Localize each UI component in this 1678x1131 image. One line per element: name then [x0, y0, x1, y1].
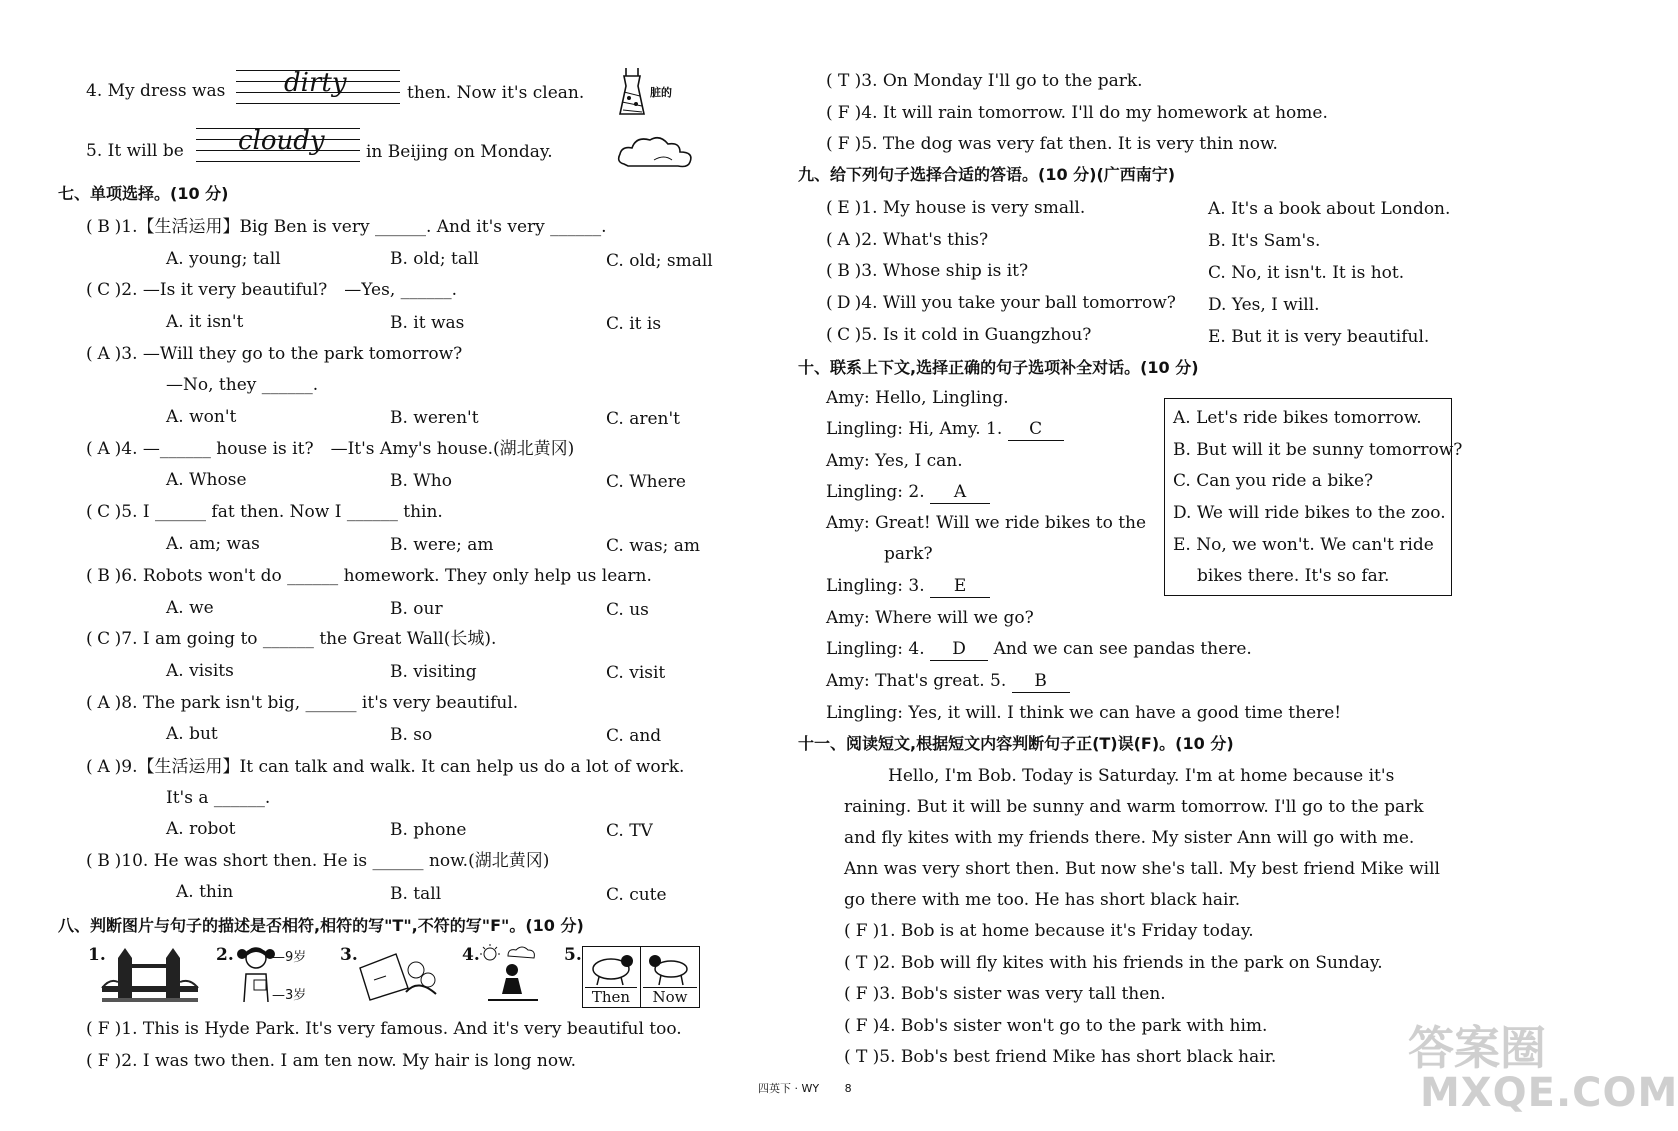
- answer-mark: F: [837, 134, 850, 154]
- picture-label-5: 5.: [564, 945, 582, 965]
- picture-label-1: 1.: [88, 945, 106, 965]
- option-a: A. young; tall: [166, 249, 281, 269]
- question-text: )5. Is it cold in Guangzhou?: [854, 325, 1092, 345]
- answer-mark: C: [837, 325, 851, 345]
- option-b: B. phone: [390, 820, 467, 840]
- option-c: C. Can you ride a bike?: [1173, 471, 1374, 491]
- option-a: A. Let's ride bikes tomorrow.: [1173, 408, 1422, 428]
- question-text: )1.【生活运用】Big Ben is very ______. And it's very ______.: [114, 217, 607, 237]
- question-11-3: ( F )3. Bob's sister was very tall then.: [844, 984, 1166, 1004]
- option-c: C. us: [606, 600, 649, 620]
- question-7-6: ( B )6. Robots won't do ______ homework. They only help us learn.: [86, 566, 652, 586]
- option-c: C. cute: [606, 885, 667, 905]
- speaker: Amy:: [826, 671, 870, 691]
- question-text: )2. —Is it very beautiful? —Yes, ______.: [114, 280, 458, 300]
- question-7-5: ( C )5. I ______ fat then. Now I ______ thin.: [86, 502, 443, 522]
- question-7-1: ( B )1.【生活运用】Big Ben is very ______. And it's very ______.: [86, 217, 607, 237]
- question-text: )1. Bob is at home because it's Friday today.: [872, 921, 1254, 941]
- speaker: Lingling:: [826, 482, 903, 502]
- answer-mark: E: [837, 198, 850, 218]
- answer-mark: F: [855, 921, 868, 941]
- dialog-line-3: [826, 450, 963, 472]
- then-now-picture: [582, 946, 700, 1008]
- response-option-a: A. It's a book about London.: [1208, 199, 1451, 219]
- item-number: 4.: [86, 81, 103, 101]
- item-text-before: It will be: [107, 141, 184, 161]
- then-label: Then: [585, 987, 637, 1006]
- option-b: B. old; tall: [390, 249, 479, 269]
- answer-mark: B: [97, 217, 110, 237]
- picture-label-4: 4.: [462, 945, 480, 965]
- question-9-3: ( B )3. Whose ship is it?: [826, 261, 1029, 281]
- answer-mark: C: [97, 502, 111, 522]
- passage-line-2: raining. But it will be sunny and warm tomorrow. I'll go to the park: [844, 797, 1424, 817]
- section-9-title: 九、给下列句子选择合适的答语。(10 分)(广西南宁): [798, 165, 1176, 184]
- section-11-title: 十一、阅读短文,根据短文内容判断句子正(T)误(F)。(10 分): [798, 734, 1234, 753]
- question-7-10: ( B )10. He was short then. He is ______ now.(湖北黄冈): [86, 851, 550, 871]
- dialog-text: Hi, Amy. 1.: [908, 419, 1003, 439]
- picture-label-3: 3.: [340, 945, 358, 965]
- footer-label: 四英下 · WY: [758, 1082, 820, 1095]
- answer-blank: D: [930, 638, 988, 661]
- passage-line-3: and fly kites with my friends there. My sister Ann will go with me.: [844, 828, 1415, 848]
- question-text: )1. My house is very small.: [854, 198, 1086, 218]
- question-text-line2: —No, they ______.: [166, 375, 319, 395]
- dialog-text: Great! Will we ride bikes to the: [875, 513, 1147, 533]
- dialog-text: 4.: [908, 639, 925, 659]
- question-text: )5. Bob's best friend Mike has short black hair.: [872, 1047, 1277, 1067]
- answer-mark: T: [855, 953, 868, 973]
- option-b: B. our: [390, 599, 443, 619]
- answer-blank: E: [930, 575, 990, 598]
- question-11-4: ( F )4. Bob's sister won't go to the park with him.: [844, 1016, 1268, 1036]
- option-c: C. Where: [606, 472, 686, 492]
- option-e: E. No, we won't. We can't ride: [1173, 535, 1434, 555]
- answer-mark: C: [97, 629, 111, 649]
- option-a: A. am; was: [166, 534, 260, 554]
- question-9-2: ( A )2. What's this?: [826, 230, 989, 250]
- answer-mark: B: [97, 851, 110, 871]
- dialog-line-8: [826, 638, 1252, 661]
- question-text: )1. This is Hyde Park. It's very famous. And it's very beautiful too.: [114, 1019, 682, 1039]
- question-text: )7. I am going to ______ the Great Wall(长城).: [114, 629, 497, 649]
- page-number: 8: [844, 1082, 852, 1095]
- answer-mark: F: [97, 1019, 110, 1039]
- answer-mark: A: [97, 693, 110, 713]
- dialog-line-2: [826, 418, 1064, 441]
- answer-mark: C: [97, 280, 111, 300]
- passage-line-4: Ann was very short then. But now she's tall. My best friend Mike will: [844, 859, 1440, 879]
- answer-handwritten: cloudy: [238, 126, 325, 156]
- age-label-9: —9岁: [272, 950, 307, 965]
- question-11-5: ( T )5. Bob's best friend Mike has short black hair.: [844, 1047, 1277, 1067]
- question-text: )10. He was short then. He is ______ now.(湖北黄冈): [114, 851, 550, 871]
- speaker: Amy:: [826, 608, 870, 628]
- calendar-flowers-icon: [356, 948, 442, 1004]
- dialog-line-5: [826, 512, 1146, 534]
- question-text: )3. Whose ship is it?: [854, 261, 1029, 281]
- question-text: )4. Will you take your ball tomorrow?: [854, 293, 1176, 313]
- cloud-icon: [614, 132, 704, 174]
- option-c: C. TV: [606, 821, 653, 841]
- dialog-line-7: [826, 607, 1034, 629]
- hint-text: 脏的: [650, 86, 672, 99]
- question-text: )4. Bob's sister won't go to the park with him.: [872, 1016, 1268, 1036]
- option-b: B. Who: [390, 471, 452, 491]
- sun-rain-boy-icon: [478, 944, 546, 1006]
- dialog-line-1: [826, 387, 1009, 409]
- option-c: C. was; am: [606, 536, 701, 556]
- now-label: Now: [643, 987, 697, 1006]
- speaker: Amy:: [826, 513, 870, 533]
- item-text-after: then. Now it's clean.: [407, 83, 585, 103]
- dialog-line-9: [826, 670, 1070, 693]
- option-c: C. old; small: [606, 251, 713, 271]
- question-8-5: ( F )5. The dog was very fat then. It is very thin now.: [826, 134, 1278, 154]
- option-c: C. it is: [606, 314, 662, 334]
- handwriting-lines: [236, 70, 400, 106]
- option-a: A. it isn't: [166, 312, 244, 332]
- question-9-5: ( C )5. Is it cold in Guangzhou?: [826, 325, 1092, 345]
- answer-blank: B: [1012, 670, 1070, 693]
- section-10-title: 十、联系上下文,选择正确的句子选项补全对话。(10 分): [798, 358, 1199, 377]
- question-11-2: ( T )2. Bob will fly kites with his friends in the park on Sunday.: [844, 953, 1383, 973]
- answer-blank: A: [930, 481, 990, 504]
- dialog-text: Yes, it will. I think we can have a good time there!: [908, 703, 1342, 723]
- speaker: Amy:: [826, 451, 870, 471]
- speaker: Lingling:: [826, 703, 903, 723]
- question-text: )2. What's this?: [854, 230, 989, 250]
- option-a: A. visits: [166, 661, 234, 681]
- response-option-d: D. Yes, I will.: [1208, 295, 1320, 315]
- dialog-text-continued: park?: [884, 544, 933, 564]
- fill-item-4: [86, 80, 225, 102]
- fill-item-5: [86, 140, 184, 162]
- option-b: B. visiting: [390, 662, 477, 682]
- watermark-logo: 答案圈: [1408, 1021, 1546, 1075]
- speaker: Amy:: [826, 388, 870, 408]
- option-a: A. robot: [166, 819, 236, 839]
- age-label-3: —3岁: [272, 988, 307, 1003]
- option-c: C. visit: [606, 663, 666, 683]
- question-7-2: ( C )2. —Is it very beautiful? —Yes, ______.: [86, 280, 458, 300]
- answer-handwritten: dirty: [284, 68, 347, 98]
- answer-mark: A: [837, 230, 850, 250]
- answer-mark: T: [837, 71, 850, 91]
- question-8-2: ( F )2. I was two then. I am ten now. My hair is long now.: [86, 1051, 577, 1071]
- option-b: B. were; am: [390, 535, 494, 555]
- speaker: Lingling:: [826, 576, 903, 596]
- watermark-url: MXQE.COM: [1420, 1070, 1678, 1116]
- item-number: 5.: [86, 141, 103, 161]
- answer-blank: C: [1008, 418, 1064, 441]
- answer-mark: D: [836, 293, 851, 313]
- option-d: D. We will ride bikes to the zoo.: [1173, 503, 1446, 523]
- passage-line-1: Hello, I'm Bob. Today is Saturday. I'm at home because it's: [888, 766, 1395, 786]
- dialog-line-10: [826, 702, 1341, 724]
- answer-mark: A: [97, 439, 110, 459]
- dialog-text: 3.: [908, 576, 925, 596]
- dialog-line-4: [826, 481, 990, 504]
- section-8-title: 八、判断图片与句子的描述是否相符,相符的写"T",不符的写"F"。(10 分): [58, 916, 584, 935]
- page-footer: [758, 1080, 852, 1096]
- question-8-1: ( F )1. This is Hyde Park. It's very famous. And it's very beautiful too.: [86, 1019, 682, 1039]
- option-a: A. thin: [176, 882, 234, 902]
- speaker: Lingling:: [826, 639, 903, 659]
- answer-mark: F: [97, 1051, 110, 1071]
- question-text: )9.【生活运用】It can talk and walk. It can help us do a lot of work.: [114, 757, 685, 777]
- option-c: C. aren't: [606, 409, 680, 429]
- option-c: C. and: [606, 726, 662, 746]
- dialog-text-after: And we can see pandas there.: [993, 639, 1252, 659]
- answer-mark: A: [97, 344, 110, 364]
- question-7-4: ( A )4. —______ house is it? —It's Amy's house.(湖北黄冈): [86, 439, 575, 459]
- dialog-text: That's great. 5.: [875, 671, 1007, 691]
- question-text: )8. The park isn't big, ______ it's very beautiful.: [114, 693, 519, 713]
- speaker: Lingling:: [826, 419, 903, 439]
- question-text: )4. It will rain tomorrow. I'll do my homework at home.: [854, 103, 1328, 123]
- option-b: B. it was: [390, 313, 465, 333]
- question-11-1: ( F )1. Bob is at home because it's Friday today.: [844, 921, 1254, 941]
- passage-line-5: go there with me too. He has short black hair.: [844, 890, 1241, 910]
- option-b: B. But will it be sunny tomorrow?: [1173, 440, 1463, 460]
- handwriting-lines: [196, 128, 360, 164]
- question-7-9: ( A )9.【生活运用】It can talk and walk. It can help us do a lot of work.: [86, 757, 685, 777]
- answer-mark: F: [837, 103, 850, 123]
- question-text: )3. On Monday I'll go to the park.: [854, 71, 1143, 91]
- dirty-dress-icon: [614, 66, 650, 122]
- question-7-3: ( A )3. —Will they go to the park tomorrow?: [86, 344, 463, 364]
- question-text-line2: It's a ______.: [166, 788, 271, 808]
- option-b: B. weren't: [390, 408, 479, 428]
- option-e-continued: bikes there. It's so far.: [1197, 566, 1390, 586]
- question-text: )5. The dog was very fat then. It is very thin now.: [854, 134, 1278, 154]
- question-text: )4. —______ house is it? —It's Amy's house.(湖北黄冈): [114, 439, 575, 459]
- response-option-b: B. It's Sam's.: [1208, 231, 1321, 251]
- question-9-1: ( E )1. My house is very small.: [826, 198, 1086, 218]
- option-b: B. tall: [390, 884, 442, 904]
- section-7-title: 七、单项选择。(10 分): [58, 184, 229, 203]
- response-option-e: E. But it is very beautiful.: [1208, 327, 1430, 347]
- dog-then-icon: [587, 951, 637, 985]
- question-8-4: ( F )4. It will rain tomorrow. I'll do my homework at home.: [826, 103, 1328, 123]
- answer-mark: B: [97, 566, 110, 586]
- item-text-before: My dress was: [107, 81, 226, 101]
- answer-mark: T: [855, 1047, 868, 1067]
- question-text: )6. Robots won't do ______ homework. They only help us learn.: [114, 566, 652, 586]
- tower-bridge-icon: [102, 948, 198, 1004]
- question-7-8: ( A )8. The park isn't big, ______ it's very beautiful.: [86, 693, 519, 713]
- options-box: [1164, 398, 1463, 596]
- dialog-text: 2.: [908, 482, 925, 502]
- question-text: )3. —Will they go to the park tomorrow?: [114, 344, 463, 364]
- option-b: B. so: [390, 725, 433, 745]
- response-option-c: C. No, it isn't. It is hot.: [1208, 263, 1405, 283]
- answer-mark: F: [855, 1016, 868, 1036]
- item-text-after: in Beijing on Monday.: [366, 142, 553, 162]
- answer-mark: B: [837, 261, 850, 281]
- dialog-text: Hello, Lingling.: [875, 388, 1009, 408]
- answer-mark: A: [97, 757, 110, 777]
- dialog-text: Where will we go?: [875, 608, 1034, 628]
- dialog-text: Yes, I can.: [875, 451, 963, 471]
- dialog-line-6: [826, 575, 990, 598]
- question-text: )5. I ______ fat then. Now I ______ thin.: [114, 502, 443, 522]
- question-7-7: ( C )7. I am going to ______ the Great Wall(长城).: [86, 629, 497, 649]
- option-a: A. we: [166, 598, 214, 618]
- option-a: A. Whose: [166, 470, 247, 490]
- option-a: A. but: [166, 724, 218, 744]
- question-text: )2. I was two then. I am ten now. My hair is long now.: [114, 1051, 577, 1071]
- picture-label-2: 2.: [216, 945, 234, 965]
- answer-mark: F: [855, 984, 868, 1004]
- option-a: A. won't: [166, 407, 237, 427]
- question-8-3: ( T )3. On Monday I'll go to the park.: [826, 71, 1143, 91]
- dog-now-icon: [645, 951, 695, 985]
- question-text: )3. Bob's sister was very tall then.: [872, 984, 1166, 1004]
- question-text: )2. Bob will fly kites with his friends in the park on Sunday.: [872, 953, 1383, 973]
- question-9-4: ( D )4. Will you take your ball tomorrow?: [826, 293, 1176, 313]
